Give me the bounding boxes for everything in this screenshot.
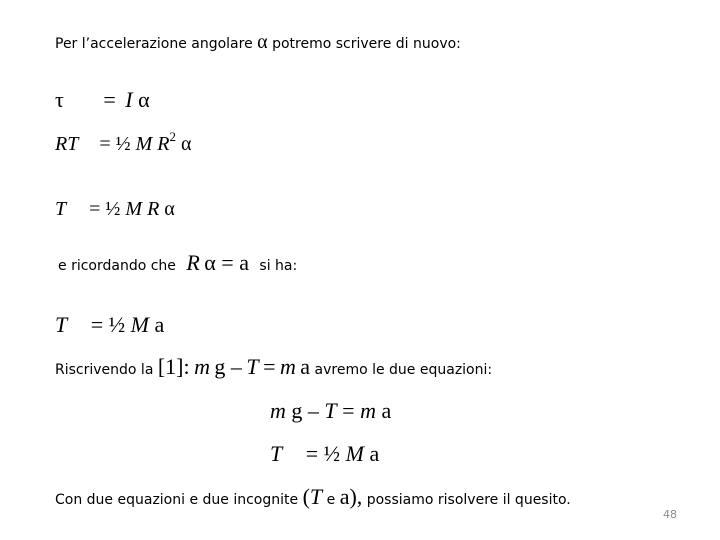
rewrite-text: Riscrivendo la [55, 362, 154, 378]
intro-text: Per l’accelerazione angolare [55, 36, 253, 52]
equation-tension-alpha [55, 198, 175, 221]
conclusion-and: e [326, 492, 336, 508]
sys1-equals: = [342, 398, 355, 423]
eq3-radius: R [147, 198, 160, 220]
sys1-tension: T [324, 398, 337, 423]
rewrite-ref: [1]: [157, 354, 190, 379]
recall-text-end: si ha: [259, 258, 298, 274]
sys1-accel: a [381, 398, 392, 423]
eq1-equals: = [103, 87, 116, 112]
eq3-mass: M [125, 198, 143, 220]
alpha-symbol: α [257, 31, 268, 53]
rewrite-accel: a [300, 354, 311, 379]
eq4-lhs: T [55, 312, 68, 337]
eq2-exponent: 2 [169, 129, 177, 144]
sys1-g-minus: g – [291, 398, 319, 423]
sys1-m1: m [270, 398, 286, 423]
sys2-tension: T [270, 441, 283, 466]
equation-torque [55, 87, 150, 113]
equation-tension-a [55, 312, 164, 338]
sys1-m2: m [360, 398, 376, 423]
sys2-accel: a [369, 441, 380, 466]
sys2-mass: M [345, 441, 364, 466]
page-number: 48 [663, 508, 677, 521]
eq2-equals: = ½ [99, 133, 131, 155]
eq2-radius: R [157, 133, 170, 155]
eq3-lhs: T [55, 198, 67, 220]
conclusion-line [55, 484, 571, 510]
eq2-lhs: RT [55, 133, 79, 155]
recall-radius: R [186, 250, 200, 275]
conclusion-text-end: possiamo risolvere il quesito. [366, 492, 571, 508]
eq1-lhs: τ [55, 87, 64, 112]
rewrite-g-minus: g – [214, 354, 242, 379]
intro-text-end: potremo scrivere di nuovo: [272, 36, 461, 52]
eq4-mass: M [130, 312, 149, 337]
rewrite-tension: T [246, 354, 259, 379]
conclusion-text: Con due equazioni e due incognite [55, 492, 299, 508]
eq3-alpha: α [164, 198, 175, 220]
conclusion-tension: T [309, 484, 323, 509]
rewrite-line [55, 354, 492, 380]
rewrite-m1: m [194, 354, 210, 379]
system-equation-1 [270, 398, 391, 424]
recall-line [58, 250, 297, 276]
eq2-mass: M [135, 133, 153, 155]
eq3-equals: = ½ [89, 198, 121, 220]
rewrite-equals: = [263, 354, 276, 379]
eq1-alpha: α [138, 87, 150, 112]
system-equation-2 [270, 441, 379, 467]
conclusion-paren: ( [302, 484, 310, 509]
rewrite-text-end: avremo le due equazioni: [314, 362, 493, 378]
rewrite-m2: m [279, 354, 296, 379]
recall-text: e ricordando che [58, 258, 176, 274]
recall-expr: α = a [204, 250, 249, 275]
eq4-accel: a [154, 312, 165, 337]
eq1-inertia: I [125, 87, 133, 112]
eq2-alpha: α [181, 133, 192, 155]
intro-line [55, 31, 461, 54]
equation-rt [55, 129, 192, 156]
eq4-equals: = ½ [90, 312, 126, 337]
sys2-equals: = ½ [305, 441, 341, 466]
conclusion-accel: a), [339, 484, 363, 509]
